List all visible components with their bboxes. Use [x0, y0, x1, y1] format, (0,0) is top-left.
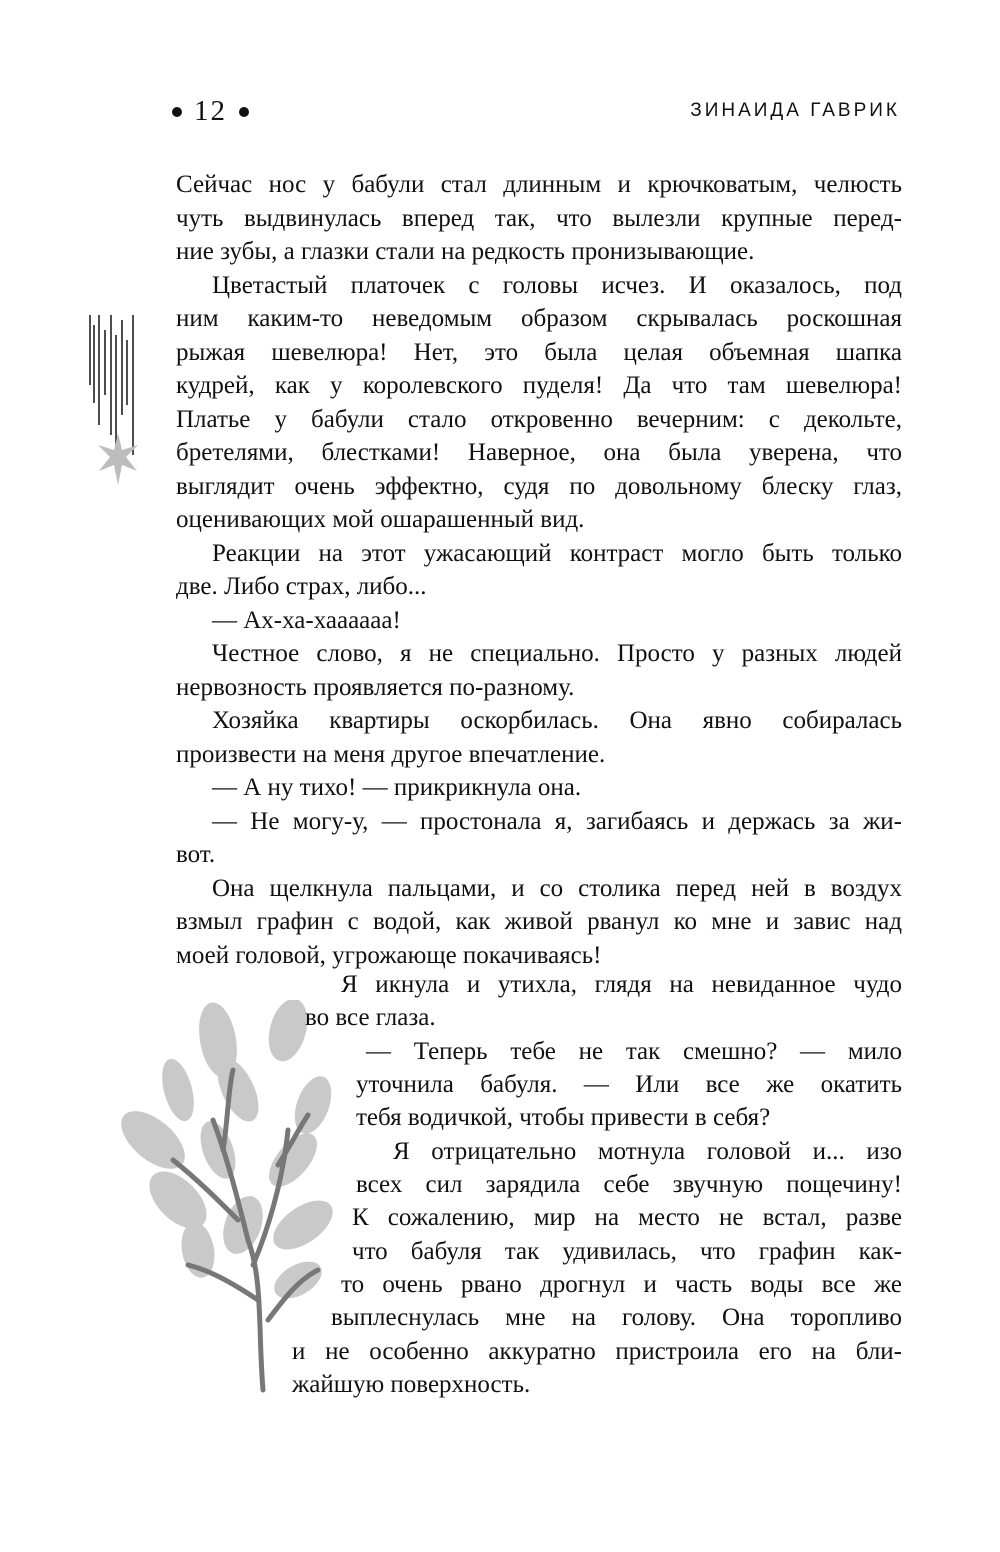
- bullet-right-icon: [239, 107, 249, 117]
- text-line: Я отрицательно мотнула головой и... изо: [393, 1138, 902, 1165]
- text-line: то очень рвано дрогнул и часть воды все же: [341, 1271, 902, 1298]
- text-line: оценивающих мой ошарашенный вид.: [176, 506, 585, 533]
- text-line: что бабуля так удивилась, что графин как-: [352, 1238, 902, 1265]
- body-text-top: [176, 168, 902, 972]
- text-line: кудрей, как у королевского пуделя! Да что там шевелюра!: [176, 372, 902, 399]
- text-line: ние зубы, а глазки стали на редкость пронизывающие.: [176, 238, 755, 265]
- paragraph: [176, 168, 902, 269]
- text-line: тебя водичкой, чтобы привести в себя?: [356, 1104, 771, 1131]
- text-line: вот.: [176, 841, 216, 868]
- page-number: [172, 95, 249, 128]
- paragraph: [176, 805, 902, 872]
- paragraph: [176, 637, 902, 704]
- text-line: ним каким-то неведомым образом скрывалась роскошная: [176, 305, 902, 332]
- text-line: — Теперь тебе не так смешно? — мило: [366, 1038, 902, 1065]
- text-line: всех сил зарядила себе звучную пощечину!: [356, 1171, 902, 1198]
- text-line: жайшую поверхность.: [292, 1371, 531, 1398]
- text-line: Честное слово, я не специально. Просто у разных людей: [212, 640, 902, 667]
- page-number-text: 12: [194, 95, 227, 127]
- paragraph: [176, 269, 902, 537]
- text-line: К сожалению, мир на место не встал, разве: [352, 1204, 902, 1231]
- text-line: Я икнула и утихла, глядя на невиданное чудо: [341, 971, 902, 998]
- text-line: брeтелями, блестками! Наверное, она была уверена, что: [176, 439, 902, 466]
- paragraph: [176, 537, 902, 604]
- text-line: — Ах-ха-хаааааа!: [212, 606, 401, 634]
- text-line: моей головой, угрожающе покачиваясь!: [176, 941, 602, 969]
- text-line: чуть выдвинулась вперед так, что вылезли крупные перед-: [176, 204, 902, 232]
- paragraph: [176, 704, 902, 771]
- text-line: произвести на меня другое впечатление.: [176, 740, 606, 768]
- text-line: Сейчас нос у бабули стал длинным и крючковатым, челюсть: [176, 171, 902, 198]
- paragraph: [176, 604, 902, 638]
- falling-star-icon: [80, 315, 150, 500]
- paragraph: [176, 771, 902, 805]
- text-line: — А ну тихо! — прикрикнула она.: [212, 774, 582, 801]
- text-line: — Не могу-у, — простонала я, загибаясь и держась за жи-: [212, 807, 902, 835]
- paragraph: [176, 872, 902, 973]
- text-line: Реакции на этот ужасающий контраст могло быть только: [212, 539, 902, 567]
- text-line: Цветастый платочек с головы исчез. И оказалось, под: [212, 271, 902, 299]
- text-line: выглядит очень эффектно, судя по довольному блеску глаз,: [176, 472, 902, 500]
- text-line: нервозность проявляется по-разному.: [176, 673, 575, 701]
- text-line: уточнила бабуля. — Или все же окатить: [356, 1071, 902, 1098]
- text-line: Платье у бабули стало откровенно вечерним: с декольте,: [176, 405, 902, 433]
- text-line: две. Либо страх, либо...: [176, 573, 427, 600]
- text-line: и не особенно аккуратно пристроила его на бли-: [292, 1338, 902, 1365]
- running-head-author: ЗИНАИДА ГАВРИК: [690, 100, 900, 121]
- text-line: взмыл графин с водой, как живой рванул ко мне и завис над: [176, 908, 902, 935]
- text-line: Она щелкнула пальцами, и со столика перед ней в воздух: [212, 874, 902, 902]
- bullet-left-icon: [172, 107, 182, 117]
- text-line: рыжая шевелюра! Нет, это была целая объемная шапка: [176, 338, 902, 366]
- text-line: Хозяйка квартиры оскорбилась. Она явно собиралась: [212, 707, 902, 734]
- text-line: выплеснулась мне на голову. Она торопливо: [331, 1304, 902, 1331]
- text-line: во все глаза.: [305, 1004, 436, 1031]
